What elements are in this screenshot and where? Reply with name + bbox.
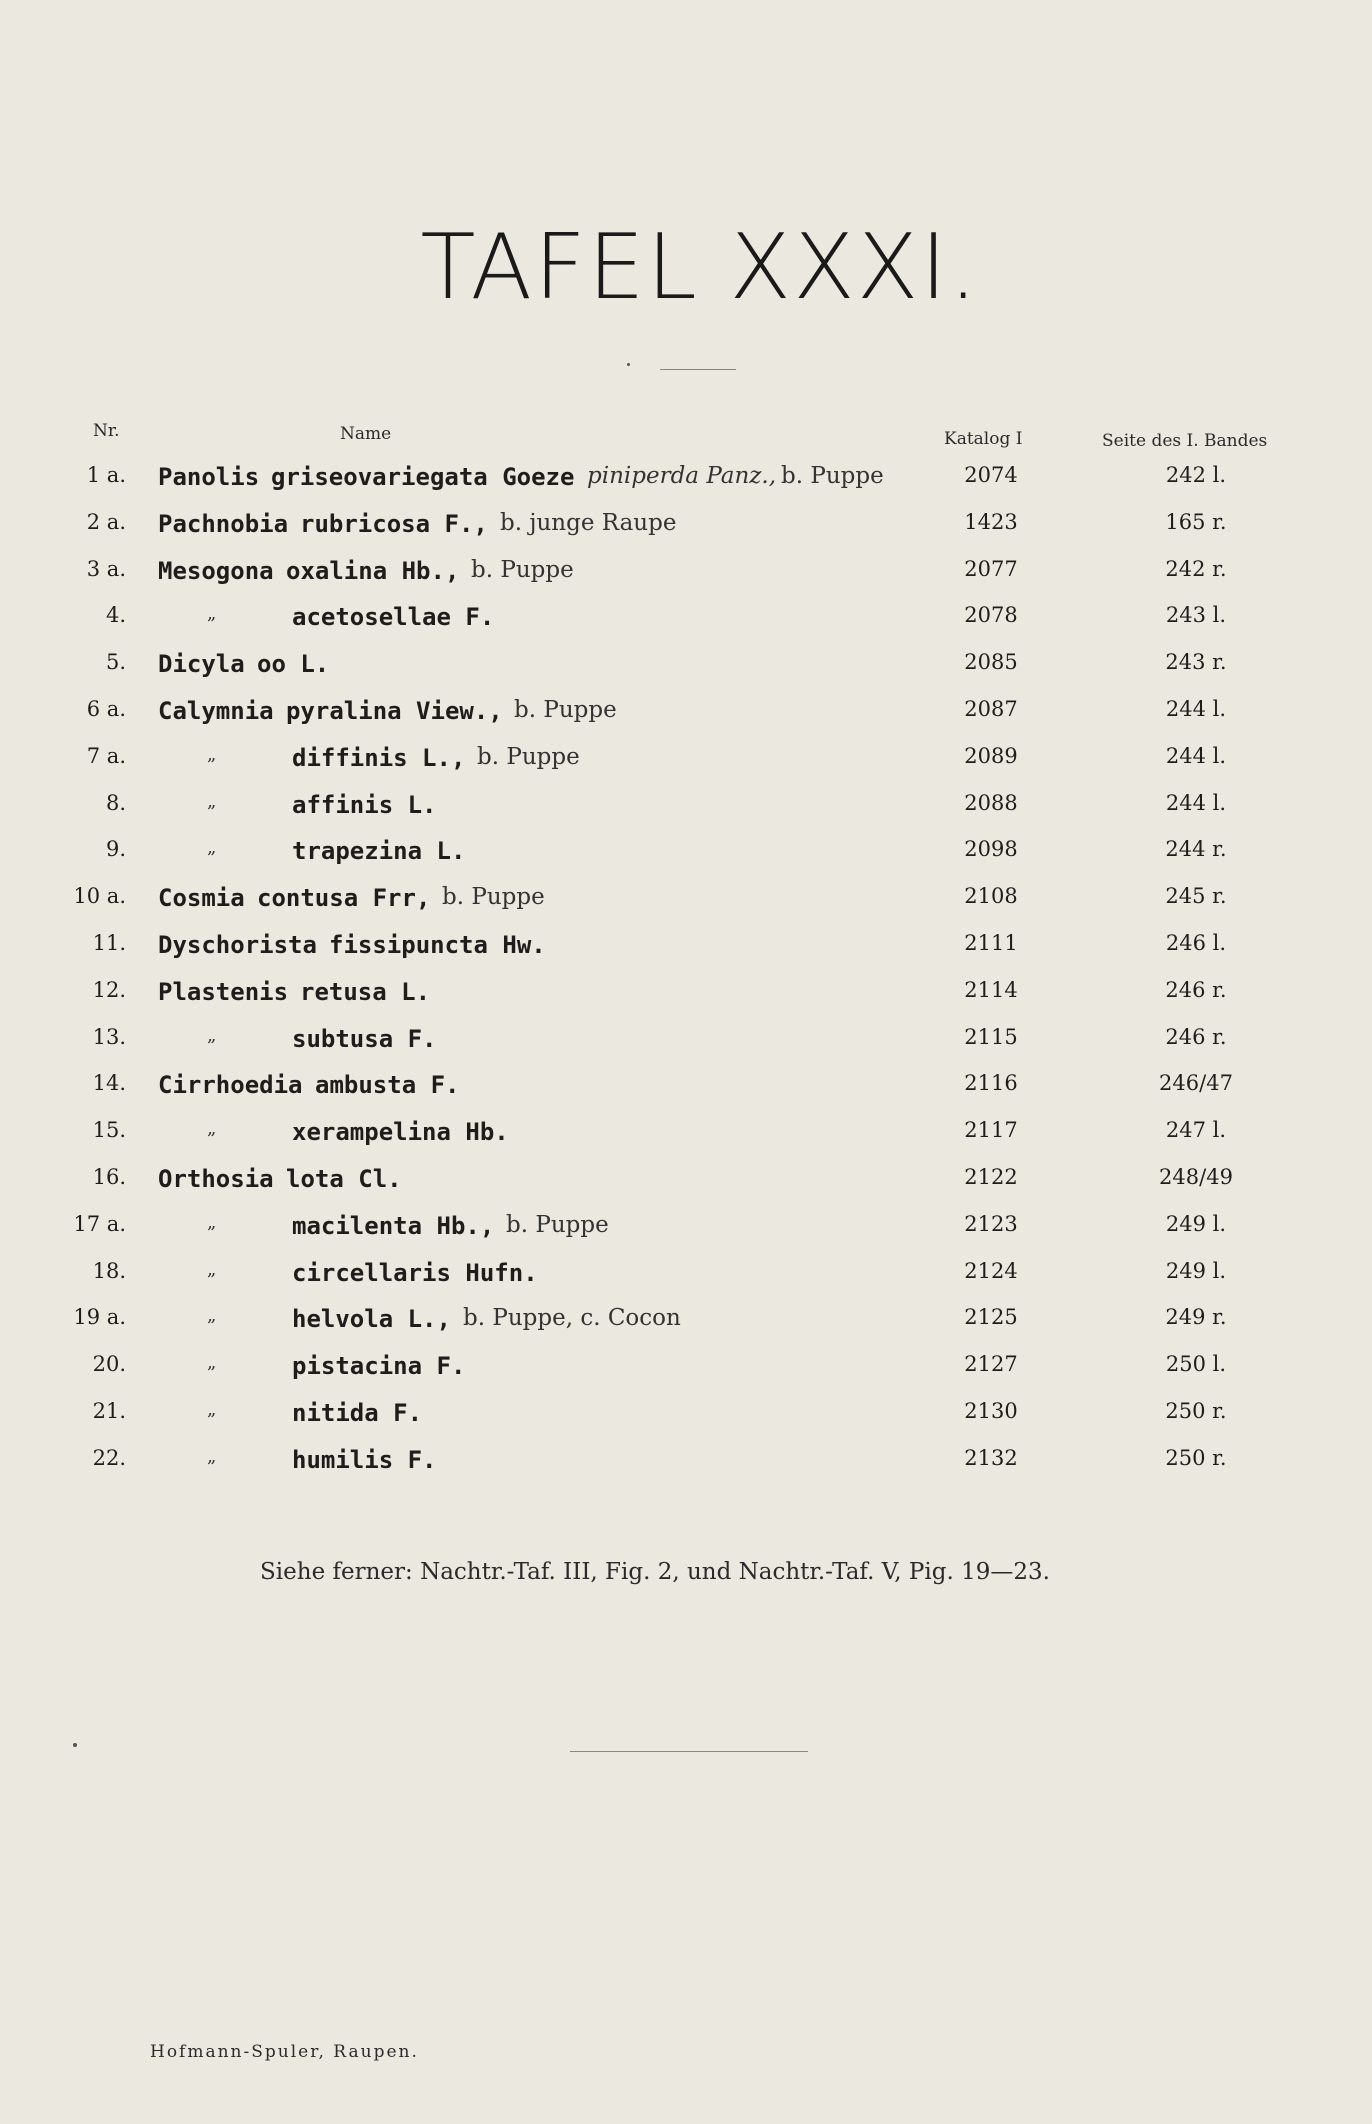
katalog-number: 2074	[964, 463, 1018, 487]
ditto-mark: „	[207, 603, 217, 624]
species-name: nitida F.	[292, 1399, 423, 1427]
genus-name: Panolis	[158, 463, 260, 491]
table-row	[0, 791, 1372, 831]
page-reference: 244 r.	[1165, 837, 1227, 861]
page-reference: 244 l.	[1165, 791, 1227, 815]
genus-name: Pachnobia	[158, 510, 289, 538]
species-name: fissipuncta Hw.	[329, 931, 546, 959]
header-nr: Nr.	[93, 421, 120, 441]
page-reference: 243 r.	[1165, 650, 1227, 674]
stage-note: b. Puppe	[514, 697, 617, 723]
row-number: 17 a.	[73, 1212, 126, 1236]
genus-name: Dyschorista	[158, 931, 317, 959]
page-reference: 243 l.	[1165, 603, 1227, 627]
katalog-number: 2123	[964, 1212, 1018, 1236]
ditto-mark: „	[207, 1352, 217, 1373]
katalog-number: 2111	[964, 931, 1018, 955]
species-name: subtusa F.	[292, 1025, 437, 1053]
species-name: griseovariegata Goeze	[271, 463, 575, 491]
table-row	[0, 1212, 1372, 1252]
ditto-mark: „	[207, 1259, 217, 1280]
katalog-number: 2127	[964, 1352, 1018, 1376]
stage-note: b. Puppe, c. Cocon	[463, 1305, 681, 1331]
row-number: 7 a.	[86, 744, 126, 768]
stage-note: b. junge Raupe	[500, 510, 677, 536]
genus-name: Plastenis	[158, 978, 289, 1006]
species-name: trapezina L.	[292, 837, 466, 865]
katalog-number: 2108	[964, 884, 1018, 908]
row-number: 19 a.	[73, 1305, 126, 1329]
katalog-number: 2114	[964, 978, 1018, 1002]
page-reference: 246 r.	[1165, 978, 1227, 1002]
row-number: 10 a.	[73, 884, 126, 908]
header-seite: Seite des I. Bandes	[1102, 431, 1268, 451]
page-reference: 165 r.	[1165, 510, 1227, 534]
row-number: 2 a.	[86, 510, 126, 534]
species-name: contusa Frr,	[257, 884, 431, 912]
page-reference: 246 r.	[1165, 1025, 1227, 1049]
stage-note: b. Puppe	[477, 744, 580, 770]
katalog-number: 2132	[964, 1446, 1018, 1470]
table-row	[0, 744, 1372, 784]
table-row	[0, 1259, 1372, 1299]
row-number: 11.	[92, 931, 126, 955]
page-reference: 249 l.	[1165, 1212, 1227, 1236]
species-name: ambusta F.	[315, 1071, 460, 1099]
row-number: 4.	[105, 603, 126, 627]
row-number: 9.	[105, 837, 126, 861]
species-name: lota Cl.	[286, 1165, 402, 1193]
page-reference: 244 l.	[1165, 744, 1227, 768]
ditto-mark: „	[207, 1305, 217, 1326]
page-reference: 242 l.	[1165, 463, 1227, 487]
row-number: 1 a.	[86, 463, 126, 487]
table-row	[0, 837, 1372, 877]
genus-name: Mesogona	[158, 557, 274, 585]
page-reference: 245 r.	[1165, 884, 1227, 908]
ornament-dot	[627, 363, 630, 366]
page-title: TAFEL XXXI.	[420, 215, 980, 320]
page-reference: 246/47	[1159, 1071, 1233, 1095]
katalog-number: 2116	[964, 1071, 1018, 1095]
katalog-number: 2085	[964, 650, 1018, 674]
row-number: 18.	[92, 1259, 126, 1283]
row-number: 15.	[92, 1118, 126, 1142]
page-reference: 249 l.	[1165, 1259, 1227, 1283]
stage-note: b. Puppe	[506, 1212, 609, 1238]
katalog-number: 2125	[964, 1305, 1018, 1329]
genus-name: Cirrhoedia	[158, 1071, 303, 1099]
species-name: pistacina F.	[292, 1352, 466, 1380]
species-name: helvola L.,	[292, 1305, 451, 1333]
table-row	[0, 1352, 1372, 1392]
table-row	[0, 1118, 1372, 1158]
footer-reference: Siehe ferner: Nachtr.-Taf. III, Fig. 2, und Nachtr.-Taf. V, Pig. 19—23.	[260, 1559, 1050, 1585]
row-number: 14.	[92, 1071, 126, 1095]
ditto-mark: „	[207, 1446, 217, 1467]
species-name: circellaris Hufn.	[292, 1259, 538, 1287]
species-name: humilis F.	[292, 1446, 437, 1474]
header-katalog: Katalog I	[944, 429, 1023, 449]
species-name: xerampelina Hb.	[292, 1118, 509, 1146]
katalog-number: 2115	[964, 1025, 1018, 1049]
page-reference: 244 l.	[1165, 697, 1227, 721]
synonym-name: piniperda Panz.,	[587, 463, 777, 489]
katalog-number: 2122	[964, 1165, 1018, 1189]
species-name: pyralina View.,	[286, 697, 503, 725]
ditto-mark: „	[207, 1118, 217, 1139]
katalog-number: 2078	[964, 603, 1018, 627]
table-row	[0, 650, 1372, 690]
ditto-mark: „	[207, 1399, 217, 1420]
stage-note: b. Puppe	[471, 557, 574, 583]
credit-line: Hofmann-Spuler, Raupen.	[150, 2042, 419, 2062]
bottom-divider	[570, 1751, 808, 1752]
table-row	[0, 1071, 1372, 1111]
genus-name: Calymnia	[158, 697, 274, 725]
table-row	[0, 931, 1372, 971]
row-number: 5.	[105, 650, 126, 674]
species-name: retusa L.	[300, 978, 431, 1006]
katalog-number: 2077	[964, 557, 1018, 581]
species-name: acetosellae F.	[292, 603, 495, 631]
table-row	[0, 463, 1372, 503]
page-reference: 250 l.	[1165, 1352, 1227, 1376]
katalog-number: 2098	[964, 837, 1018, 861]
table-row	[0, 557, 1372, 597]
species-name: affinis L.	[292, 791, 437, 819]
row-number: 22.	[92, 1446, 126, 1470]
table-row	[0, 1399, 1372, 1439]
table-row	[0, 1025, 1372, 1065]
row-number: 21.	[92, 1399, 126, 1423]
stage-note: b. Puppe	[781, 463, 884, 489]
table-row	[0, 603, 1372, 643]
species-name: macilenta Hb.,	[292, 1212, 495, 1240]
title-divider	[660, 369, 736, 370]
ditto-mark: „	[207, 791, 217, 812]
page-reference: 247 l.	[1165, 1118, 1227, 1142]
page-reference: 242 r.	[1165, 557, 1227, 581]
row-number: 6 a.	[86, 697, 126, 721]
page-reference: 249 r.	[1165, 1305, 1227, 1329]
katalog-number: 1423	[964, 510, 1018, 534]
species-name: rubricosa F.,	[300, 510, 488, 538]
species-name: oxalina Hb.,	[286, 557, 460, 585]
ditto-mark: „	[207, 1025, 217, 1046]
katalog-number: 2130	[964, 1399, 1018, 1423]
table-row	[0, 978, 1372, 1018]
header-name: Name	[340, 424, 392, 444]
species-name: oo L.	[257, 650, 330, 678]
table-row	[0, 697, 1372, 737]
table-row	[0, 884, 1372, 924]
table-row	[0, 1446, 1372, 1486]
table-row	[0, 1305, 1372, 1345]
stage-note: b. Puppe	[442, 884, 545, 910]
katalog-number: 2088	[964, 791, 1018, 815]
row-number: 20.	[92, 1352, 126, 1376]
table-row	[0, 1165, 1372, 1205]
genus-name: Cosmia	[158, 884, 245, 912]
ditto-mark: „	[207, 837, 217, 858]
genus-name: Orthosia	[158, 1165, 274, 1193]
ditto-mark: „	[207, 744, 217, 765]
katalog-number: 2124	[964, 1259, 1018, 1283]
page-reference: 248/49	[1159, 1165, 1233, 1189]
row-number: 8.	[105, 791, 126, 815]
species-name: diffinis L.,	[292, 744, 466, 772]
page-reference: 250 r.	[1165, 1399, 1227, 1423]
genus-name: Dicyla	[158, 650, 245, 678]
katalog-number: 2087	[964, 697, 1018, 721]
page-reference: 250 r.	[1165, 1446, 1227, 1470]
row-number: 3 a.	[86, 557, 126, 581]
katalog-number: 2089	[964, 744, 1018, 768]
table-row	[0, 510, 1372, 550]
margin-dot	[73, 1743, 77, 1747]
ditto-mark: „	[207, 1212, 217, 1233]
katalog-number: 2117	[964, 1118, 1018, 1142]
page-reference: 246 l.	[1165, 931, 1227, 955]
row-number: 12.	[92, 978, 126, 1002]
row-number: 16.	[92, 1165, 126, 1189]
row-number: 13.	[92, 1025, 126, 1049]
